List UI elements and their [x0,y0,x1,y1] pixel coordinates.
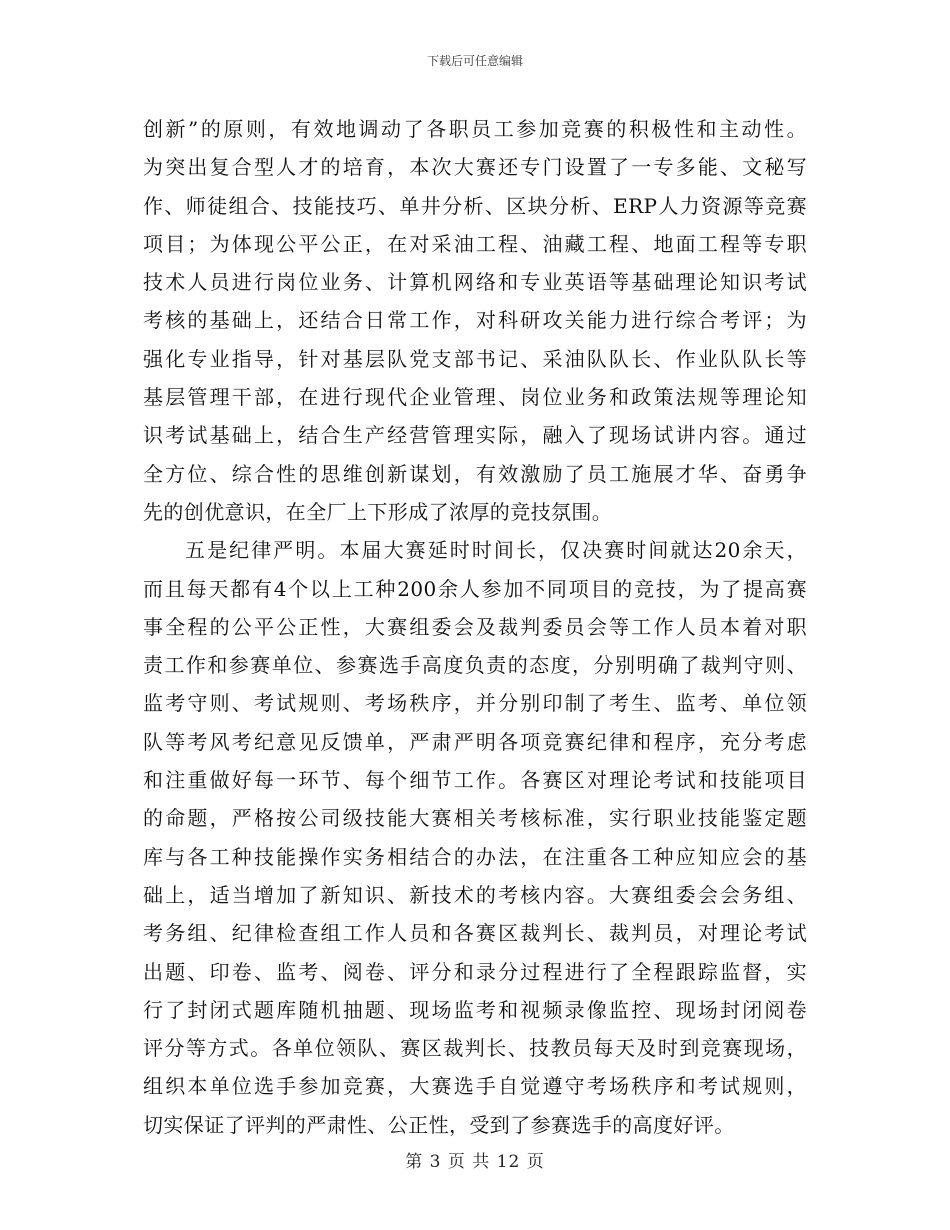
text-line: 强化专业指导，针对基层队党支部书记、采油队队长、作业队队长等 [143,346,807,371]
text-line: 责工作和参赛单位、参赛选手高度负责的态度，分别明确了裁判守则、 [143,653,807,678]
text-line: 行了封闭式题库随机抽题、现场监考和视频录像监控、现场封闭阅卷 [143,997,807,1022]
text-line: 事全程的公平公正性，大赛组委会及裁判委员会等工作人员本着对职 [143,614,807,639]
text-line: 的命题，严格按公司级技能大赛相关考核标准，实行职业技能鉴定题 [143,806,807,831]
text-line: 队等考风考纪意见反馈单，严肃严明各项竞赛纪律和程序，充分考虑 [143,729,807,754]
text-line: 考务组、纪律检查组工作人员和各赛区裁判长、裁判员，对理论考试 [143,921,807,946]
text-line: 和注重做好每一环节、每个细节工作。各赛区对理论考试和技能项目 [143,768,807,793]
text-line: 评分等方式。各单位领队、赛区裁判长、技教员每天及时到竞赛现场， [143,1036,807,1061]
page-header: 下载后可任意编辑 [426,54,523,68]
text-line: 监考守则、考试规则、考场秩序，并分别印制了考生、监考、单位领 [143,691,807,716]
text-line: 识考试基础上，结合生产经营管理实际，融入了现场试讲内容。通过 [143,423,807,448]
text-line: 基层管理干部，在进行现代企业管理、岗位业务和政策法规等理论知 [143,385,807,410]
text-line: 考核的基础上，还结合日常工作，对科研攻关能力进行综合考评；为 [143,308,807,333]
text-line: 作、师徒组合、技能技巧、单井分析、区块分析、ERP人力资源等竞赛 [143,193,807,218]
text-line: 全方位、综合性的思维创新谋划，有效激励了员工施展才华、奋勇争 [143,461,807,486]
text-line: 库与各工种技能操作实务相结合的办法，在注重各工种应知应会的基 [143,844,807,869]
text-line: 先的创优意识，在全厂上下形成了浓厚的竞技氛围。 [143,499,613,524]
body-text [143,110,807,1144]
text-line: 为突出复合型人才的培育，本次大赛还专门设置了一专多能、文秘写 [143,155,807,180]
text-line: 技术人员进行岗位业务、计算机网络和专业英语等基础理论知识考试 [143,270,807,295]
text-line: 组织本单位选手参加竞赛，大赛选手自觉遵守考场秩序和考试规则， [143,1074,807,1099]
text-line: 出题、印卷、监考、阅卷、评分和录分过程进行了全程跟踪监督，实 [143,959,807,984]
paragraph-start-line: 五是纪律严明。本届大赛延时时间长，仅决赛时间就达20余天， [185,538,807,563]
text-line: 础上，适当增加了新知识、新技术的考核内容。大赛组委会会务组、 [143,882,807,907]
text-line: 而且每天都有4个以上工种200余人参加不同项目的竞技，为了提高赛 [143,576,807,601]
text-line: 切实保证了评判的严肃性、公正性，受到了参赛选手的高度好评。 [143,1112,735,1137]
text-line: 创新”的原则，有效地调动了各职员工参加竞赛的积极性和主动性。 [143,117,807,141]
text-line: 项目；为体现公平公正，在对采油工程、油藏工程、地面工程等专职 [143,231,807,256]
page-footer: 第 3 页 共 12 页 [405,1152,545,1172]
